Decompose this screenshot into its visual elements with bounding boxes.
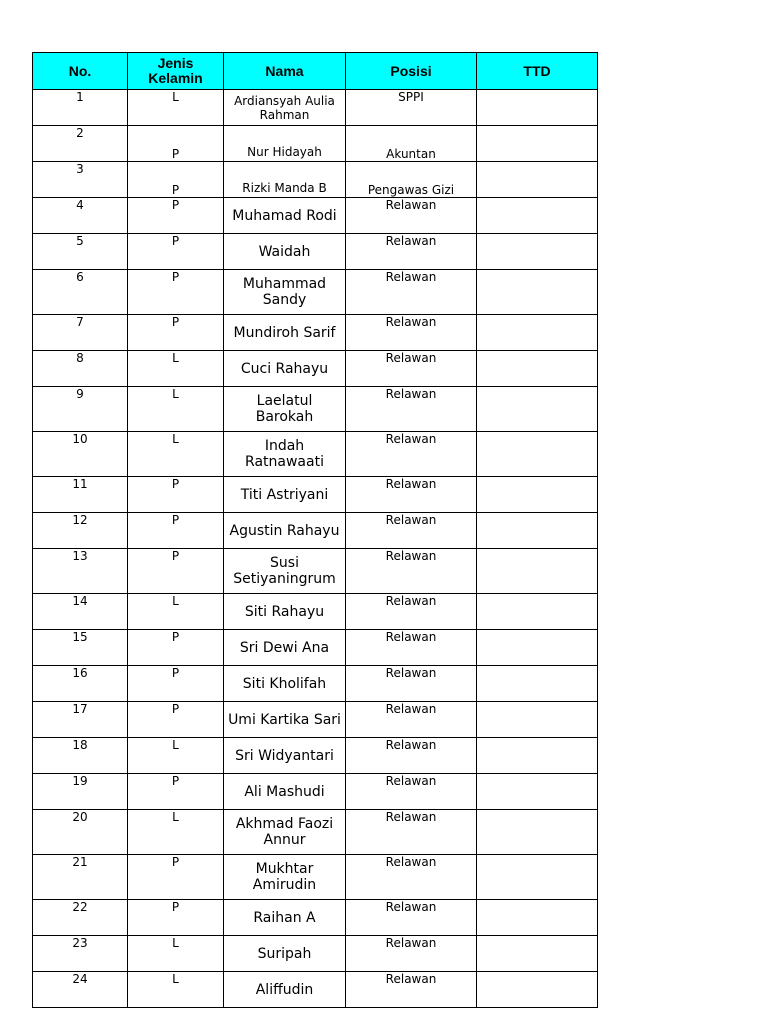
cell-nama: Sri Dewi Ana	[224, 630, 346, 666]
cell-no: 9	[33, 387, 128, 432]
cell-ttd[interactable]	[477, 234, 598, 270]
cell-posisi: Relawan	[346, 513, 477, 549]
cell-posisi: Relawan	[346, 738, 477, 774]
cell-posisi: Relawan	[346, 387, 477, 432]
cell-jenis-kelamin: L	[128, 972, 224, 1008]
cell-ttd[interactable]	[477, 900, 598, 936]
cell-ttd[interactable]	[477, 513, 598, 549]
cell-posisi: Relawan	[346, 972, 477, 1008]
cell-posisi: Relawan	[346, 936, 477, 972]
cell-ttd[interactable]	[477, 774, 598, 810]
cell-nama: Siti Rahayu	[224, 594, 346, 630]
cell-ttd[interactable]	[477, 477, 598, 513]
cell-posisi: Relawan	[346, 702, 477, 738]
cell-nama: Nur Hidayah	[224, 126, 346, 162]
cell-posisi: Relawan	[346, 549, 477, 594]
cell-no: 16	[33, 666, 128, 702]
table-row	[33, 234, 598, 270]
cell-nama: Agustin Rahayu	[224, 513, 346, 549]
table-row	[33, 351, 598, 387]
table-row	[33, 594, 598, 630]
cell-jenis-kelamin: P	[128, 198, 224, 234]
table-header-row	[33, 53, 598, 90]
cell-no: 7	[33, 315, 128, 351]
cell-jenis-kelamin: P	[128, 126, 224, 162]
header-no: No.	[33, 53, 128, 90]
table-row	[33, 270, 598, 315]
cell-jenis-kelamin: P	[128, 315, 224, 351]
cell-jenis-kelamin: P	[128, 666, 224, 702]
table-row	[33, 90, 598, 126]
attendance-table	[32, 52, 598, 1008]
table-row	[33, 738, 598, 774]
cell-posisi: Relawan	[346, 666, 477, 702]
table-row	[33, 315, 598, 351]
cell-jenis-kelamin: P	[128, 162, 224, 198]
cell-jenis-kelamin: P	[128, 900, 224, 936]
cell-no: 12	[33, 513, 128, 549]
cell-ttd[interactable]	[477, 810, 598, 855]
cell-ttd[interactable]	[477, 126, 598, 162]
cell-nama: Cuci Rahayu	[224, 351, 346, 387]
cell-jenis-kelamin: L	[128, 432, 224, 477]
table-row	[33, 774, 598, 810]
cell-no: 13	[33, 549, 128, 594]
table-row	[33, 162, 598, 198]
cell-jenis-kelamin: P	[128, 855, 224, 900]
cell-ttd[interactable]	[477, 432, 598, 477]
cell-posisi: Relawan	[346, 594, 477, 630]
cell-no: 2	[33, 126, 128, 162]
cell-jenis-kelamin: P	[128, 549, 224, 594]
cell-jenis-kelamin: P	[128, 234, 224, 270]
cell-ttd[interactable]	[477, 549, 598, 594]
cell-jenis-kelamin: P	[128, 702, 224, 738]
cell-posisi: Relawan	[346, 630, 477, 666]
cell-jenis-kelamin: P	[128, 774, 224, 810]
cell-posisi: Pengawas Gizi	[346, 162, 477, 198]
table-row	[33, 702, 598, 738]
cell-nama: Mukhtar Amirudin	[224, 855, 346, 900]
table-row	[33, 126, 598, 162]
cell-posisi: Relawan	[346, 432, 477, 477]
table-body	[33, 90, 598, 1008]
cell-ttd[interactable]	[477, 738, 598, 774]
cell-posisi: Relawan	[346, 315, 477, 351]
table-row	[33, 855, 598, 900]
cell-no: 15	[33, 630, 128, 666]
cell-ttd[interactable]	[477, 315, 598, 351]
cell-posisi: Relawan	[346, 810, 477, 855]
cell-ttd[interactable]	[477, 162, 598, 198]
cell-no: 21	[33, 855, 128, 900]
cell-no: 10	[33, 432, 128, 477]
table-row	[33, 513, 598, 549]
cell-no: 5	[33, 234, 128, 270]
cell-nama: Suripah	[224, 936, 346, 972]
cell-ttd[interactable]	[477, 198, 598, 234]
cell-jenis-kelamin: P	[128, 477, 224, 513]
table-row	[33, 972, 598, 1008]
cell-posisi: Relawan	[346, 198, 477, 234]
cell-jenis-kelamin: L	[128, 738, 224, 774]
cell-no: 1	[33, 90, 128, 126]
table-row	[33, 666, 598, 702]
cell-nama: Aliffudin	[224, 972, 346, 1008]
header-jenis-kelamin: Jenis Kelamin	[128, 53, 224, 90]
cell-no: 18	[33, 738, 128, 774]
table-row	[33, 936, 598, 972]
header-posisi: Posisi	[346, 53, 477, 90]
cell-nama: Laelatul Barokah	[224, 387, 346, 432]
cell-ttd[interactable]	[477, 630, 598, 666]
cell-nama: Titi Astriyani	[224, 477, 346, 513]
cell-ttd[interactable]	[477, 351, 598, 387]
cell-posisi: Relawan	[346, 234, 477, 270]
cell-posisi: Relawan	[346, 774, 477, 810]
cell-no: 17	[33, 702, 128, 738]
header-ttd: TTD	[477, 53, 598, 90]
cell-ttd[interactable]	[477, 270, 598, 315]
cell-posisi: Relawan	[346, 855, 477, 900]
table-row	[33, 198, 598, 234]
cell-no: 19	[33, 774, 128, 810]
cell-ttd[interactable]	[477, 594, 598, 630]
cell-posisi: Relawan	[346, 477, 477, 513]
table-row	[33, 432, 598, 477]
cell-posisi: Relawan	[346, 351, 477, 387]
cell-jenis-kelamin: L	[128, 594, 224, 630]
cell-nama: Muhammad Sandy	[224, 270, 346, 315]
cell-ttd[interactable]	[477, 936, 598, 972]
cell-posisi: Akuntan	[346, 126, 477, 162]
cell-no: 23	[33, 936, 128, 972]
cell-nama: Siti Kholifah	[224, 666, 346, 702]
table-row	[33, 630, 598, 666]
cell-posisi: SPPI	[346, 90, 477, 126]
table-row	[33, 810, 598, 855]
cell-nama: Umi Kartika Sari	[224, 702, 346, 738]
cell-nama: Sri Widyantari	[224, 738, 346, 774]
table-row	[33, 387, 598, 432]
cell-nama: Waidah	[224, 234, 346, 270]
cell-jenis-kelamin: L	[128, 90, 224, 126]
cell-jenis-kelamin: P	[128, 630, 224, 666]
cell-nama: Muhamad Rodi	[224, 198, 346, 234]
cell-nama: Raihan A	[224, 900, 346, 936]
cell-posisi: Relawan	[346, 270, 477, 315]
cell-jenis-kelamin: L	[128, 936, 224, 972]
cell-ttd[interactable]	[477, 855, 598, 900]
table-row	[33, 900, 598, 936]
cell-no: 24	[33, 972, 128, 1008]
header-nama: Nama	[224, 53, 346, 90]
cell-no: 14	[33, 594, 128, 630]
cell-no: 4	[33, 198, 128, 234]
cell-jenis-kelamin: L	[128, 387, 224, 432]
cell-no: 20	[33, 810, 128, 855]
cell-jenis-kelamin: L	[128, 810, 224, 855]
cell-ttd[interactable]	[477, 387, 598, 432]
cell-no: 22	[33, 900, 128, 936]
cell-nama: Rizki Manda B	[224, 162, 346, 198]
cell-nama: Ali Mashudi	[224, 774, 346, 810]
table-row	[33, 477, 598, 513]
cell-no: 11	[33, 477, 128, 513]
cell-ttd[interactable]	[477, 666, 598, 702]
cell-no: 6	[33, 270, 128, 315]
cell-no: 3	[33, 162, 128, 198]
cell-nama: Akhmad Faozi Annur	[224, 810, 346, 855]
cell-ttd[interactable]	[477, 972, 598, 1008]
cell-nama: Ardiansyah Aulia Rahman	[224, 90, 346, 126]
table-row	[33, 549, 598, 594]
cell-no: 8	[33, 351, 128, 387]
cell-nama: Indah Ratnawaati	[224, 432, 346, 477]
cell-nama: Susi Setiyaningrum	[224, 549, 346, 594]
cell-jenis-kelamin: P	[128, 270, 224, 315]
cell-ttd[interactable]	[477, 702, 598, 738]
cell-nama: Mundiroh Sarif	[224, 315, 346, 351]
cell-jenis-kelamin: P	[128, 513, 224, 549]
cell-ttd[interactable]	[477, 90, 598, 126]
cell-jenis-kelamin: L	[128, 351, 224, 387]
cell-posisi: Relawan	[346, 900, 477, 936]
